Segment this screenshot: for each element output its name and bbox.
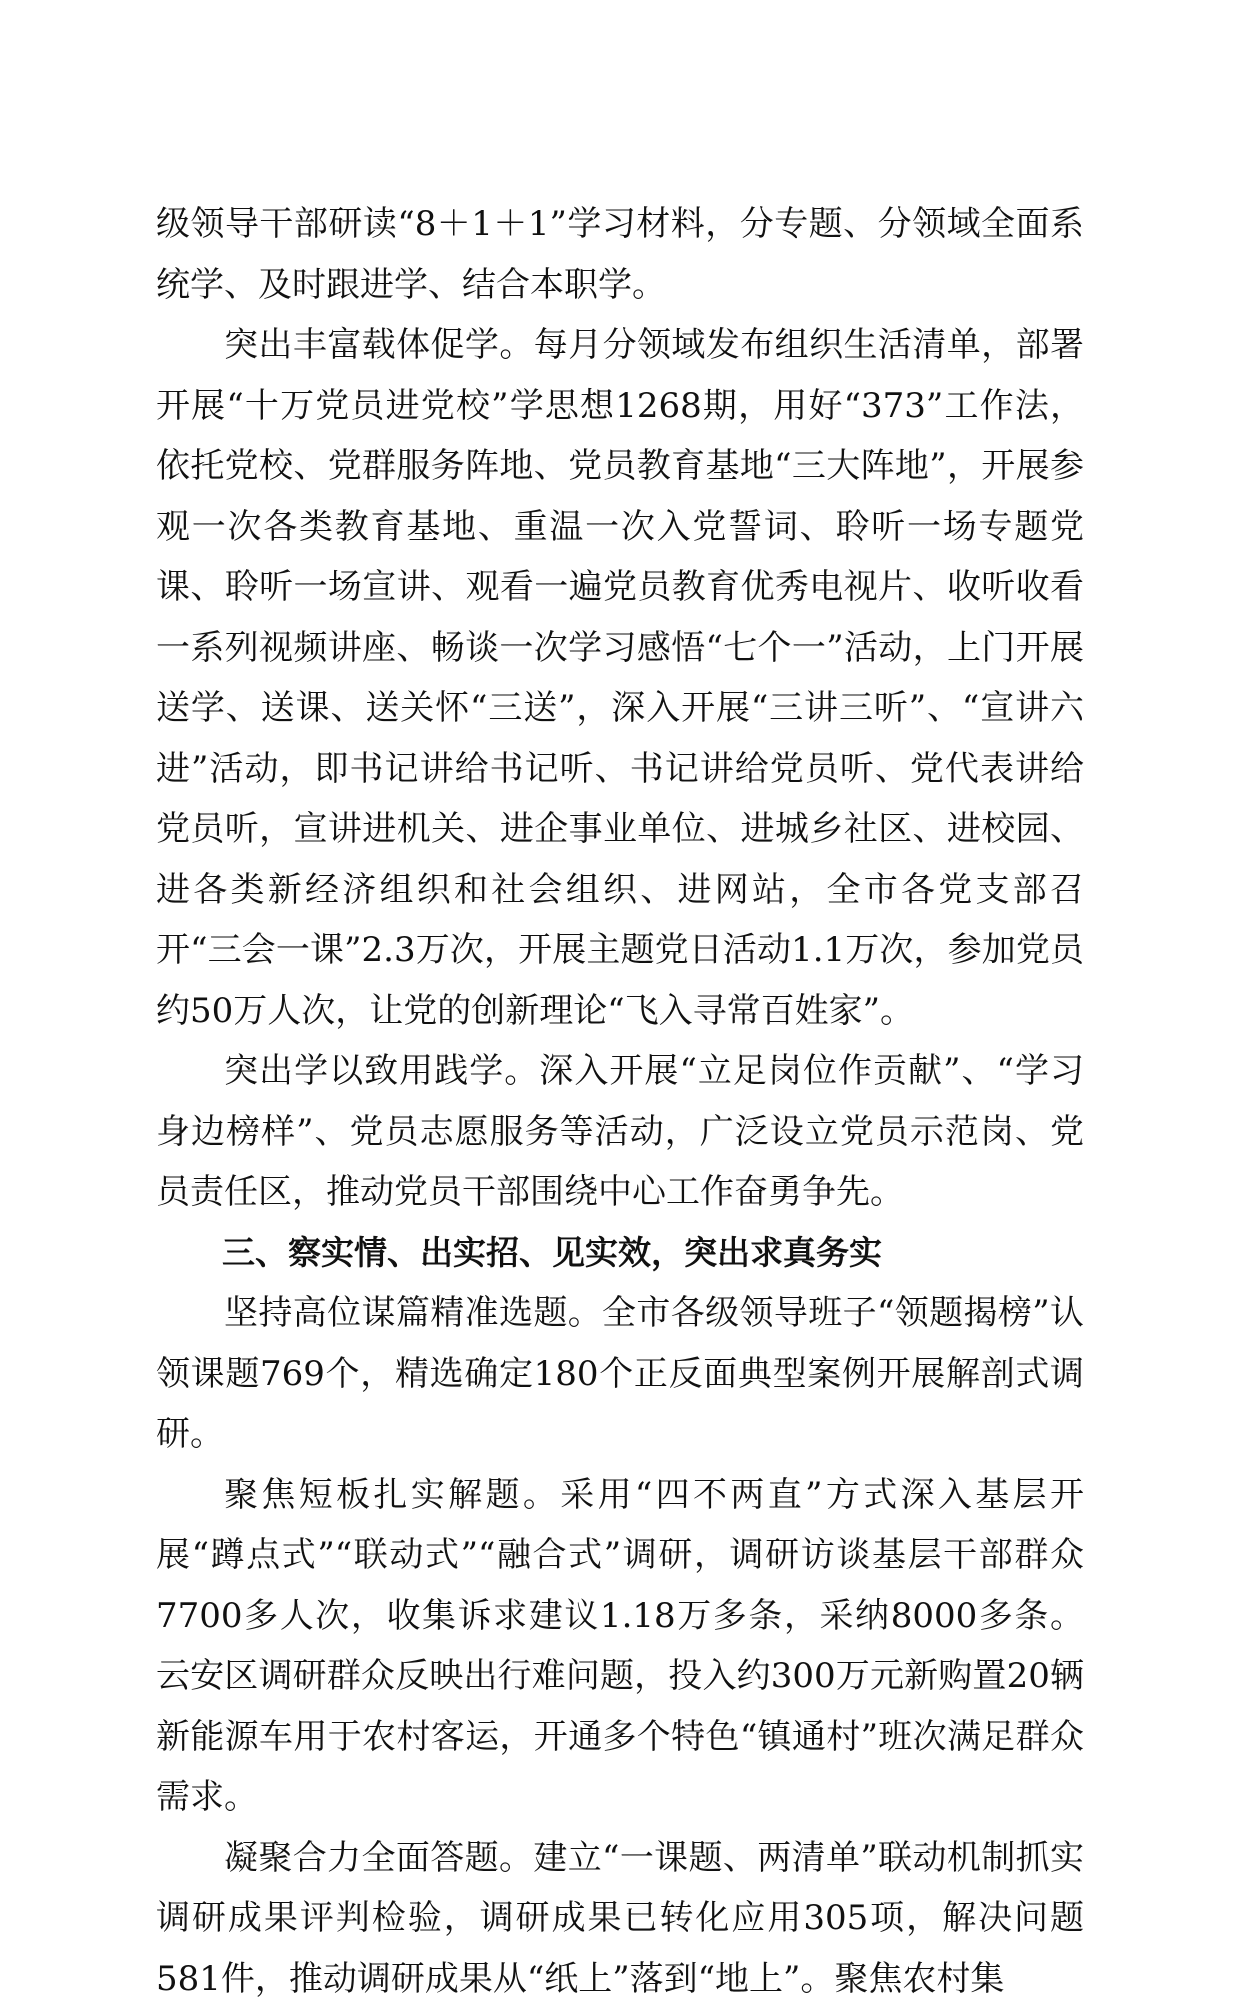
paragraph-apply-learning: 突出学以致用践学。深入开展“立足岗位作贡献”、“学习身边榜样”、党员志愿服务等活动，广泛设立党员示范岗、党员责任区，推动党员干部围绕中心工作奋勇争先。 <box>156 1041 1084 1223</box>
document-body <box>156 194 1084 2009</box>
paragraph-continuation: 级领导干部研读“8＋1＋1”学习材料，分专题、分领域全面系统学、及时跟进学、结合本职学。 <box>156 194 1084 315</box>
paragraph-solve-problems: 聚焦短板扎实解题。采用“四不两直”方式深入基层开展“蹲点式”“联动式”“融合式”调研，调研访谈基层干部群众7700多人次，收集诉求建议1.18万多条，采纳8000多条。云安区调研群众反映出行难问题，投入约300万元新购置20辆新能源车用于农村客运，开通多个特色“镇通村”班次满足群众需求。 <box>156 1465 1084 1828</box>
paragraph-topic-selection: 坚持高位谋篇精准选题。全市各级领导班子“领题揭榜”认领课题769个，精选确定180个正反面典型案例开展解剖式调研。 <box>156 1283 1084 1465</box>
paragraph-rich-carriers: 突出丰富载体促学。每月分领域发布组织生活清单，部署开展“十万党员进党校”学思想1268期，用好“373”工作法，依托党校、党群服务阵地、党员教育基地“三大阵地”，开展参观一次各类教育基地、重温一次入党誓词、聆听一场专题党课、聆听一场宣讲、观看一遍党员教育优秀电视片、收听收看一系列视频讲座、畅谈一次学习感悟“七个一”活动，上门开展送学、送课、送关怀“三送”，深入开展“三讲三听”、“宣讲六进”活动，即书记讲给书记听、书记讲给党员听、党代表讲给党员听，宣讲进机关、进企事业单位、进城乡社区、进校园、进各类新经济组织和社会组织、进网站，全市各党支部召开“三会一课”2.3万次，开展主题党日活动1.1万次，参加党员约50万人次，让党的创新理论“飞入寻常百姓家”。 <box>156 315 1084 1041</box>
paragraph-answer-questions: 凝聚合力全面答题。建立“一课题、两清单”联动机制抓实调研成果评判检验，调研成果已转化应用305项，解决问题581件，推动调研成果从“纸上”落到“地上”。聚焦农村集 <box>156 1828 1084 2009</box>
section-heading-three: 三、察实情、出实招、见实效，突出求真务实 <box>156 1223 1084 1284</box>
